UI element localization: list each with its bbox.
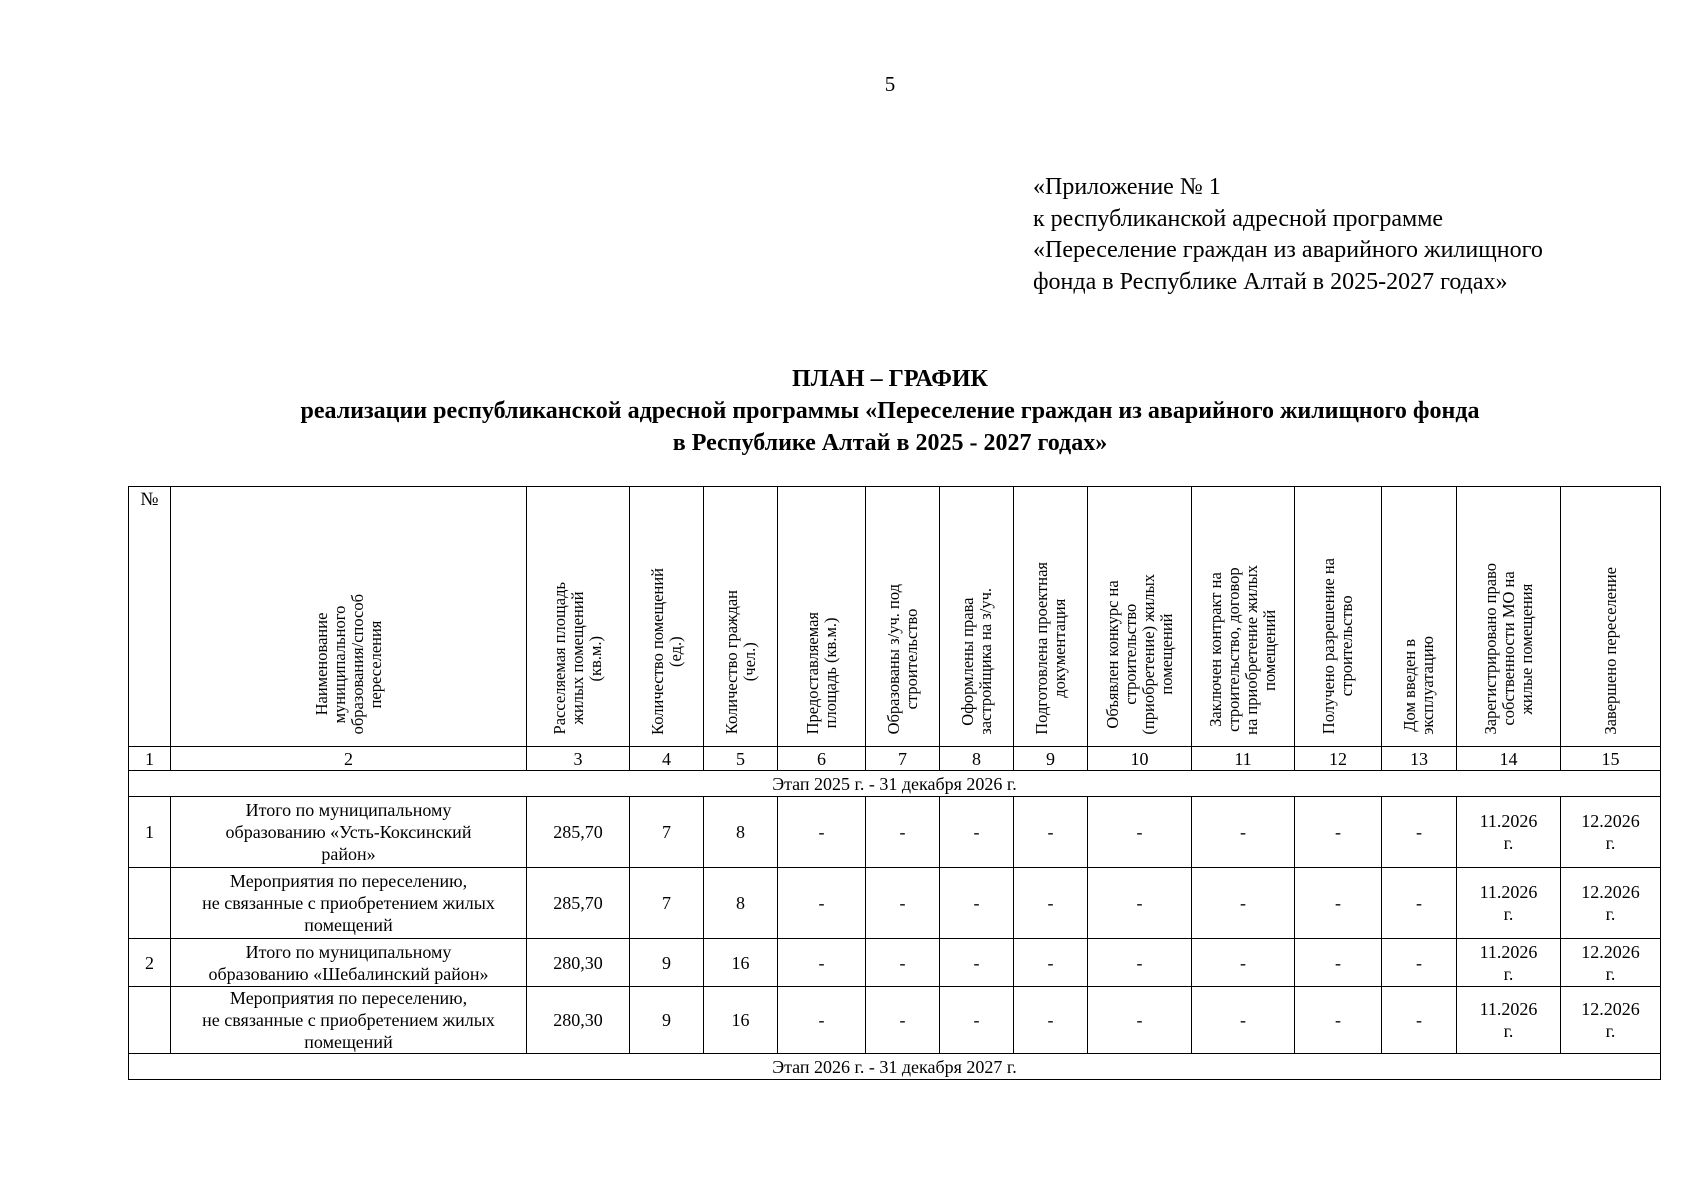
row-cell-c13: - — [1382, 939, 1457, 987]
row-cell-c6: - — [778, 868, 866, 939]
row-cell-c11: - — [1192, 939, 1295, 987]
header-label-line: Наименование — [311, 612, 331, 716]
header-label-line: Количество граждан — [721, 590, 741, 735]
row-cell-c10: - — [1088, 987, 1192, 1054]
header-label-line: помещений — [1156, 613, 1176, 695]
plan-title — [0, 363, 1697, 459]
header-label-line: документация — [1049, 598, 1069, 698]
header-label — [885, 584, 921, 734]
row-ownership-date — [1457, 797, 1561, 868]
header-label-line: помещений — [1260, 609, 1279, 691]
row-cell-c6: - — [778, 939, 866, 987]
header-label-line: строительство — [1120, 603, 1140, 705]
plan-title-heading: ПЛАН – ГРАФИК — [792, 366, 988, 392]
row-completed-date-line: г. — [1605, 904, 1616, 924]
appendix-note — [1033, 172, 1543, 298]
row-ownership-date — [1457, 987, 1561, 1054]
stage-row — [129, 1054, 1661, 1080]
appendix-line: фонда в Республике Алтай в 2025-2027 годах» — [1033, 268, 1508, 295]
header-label-line: застройщика на з/уч. — [975, 587, 995, 735]
column-number: 15 — [1561, 747, 1661, 771]
header-label-line: образования/способ — [347, 594, 367, 735]
row-cell-c12: - — [1295, 939, 1382, 987]
appendix-line: «Переселение граждан из аварийного жилищного — [1033, 237, 1543, 263]
column-number: 11 — [1192, 747, 1295, 771]
header-label-line: жилых помещений — [568, 591, 587, 725]
header-label-line: жилые помещения — [1516, 583, 1536, 715]
header-label — [1401, 636, 1437, 735]
row-cell-c8: - — [940, 797, 1014, 868]
row-cell-c7: - — [866, 868, 940, 939]
stage-row — [129, 771, 1661, 797]
stage-label: Этап 2025 г. - 31 декабря 2026 г. — [129, 771, 1661, 797]
header-label-line: Количество помещений — [647, 567, 667, 735]
header-provided-area — [778, 487, 866, 747]
row-name-line: район» — [321, 844, 376, 864]
column-number: 1 — [129, 747, 171, 771]
row-ownership-date-line: г. — [1503, 1021, 1514, 1041]
header-label-line: Объявлен конкурс на — [1102, 580, 1122, 729]
row-cell-c7: - — [866, 987, 940, 1054]
row-citizens: 8 — [704, 868, 778, 939]
header-label-line: собственности МО на — [1498, 571, 1518, 726]
row-name-line: Мероприятия по переселению, — [229, 988, 468, 1008]
header-label-line: Расселяемая площадь — [550, 582, 569, 735]
row-rooms: 9 — [630, 987, 704, 1054]
row-cell-c6: - — [778, 797, 866, 868]
row-name-line: не связанные с приобретением жилых — [202, 1010, 495, 1030]
header-label-line: (приобретение) жилых — [1138, 573, 1158, 735]
header-label-line: (кв.м.) — [586, 635, 605, 682]
column-number: 6 — [778, 747, 866, 771]
column-number: 5 — [704, 747, 778, 771]
header-label-line: Предоставляемая — [802, 612, 822, 735]
column-number: 10 — [1088, 747, 1192, 771]
row-area: 280,30 — [527, 987, 630, 1054]
row-cell-c12: - — [1295, 868, 1382, 939]
header-label-line: Оформлены права — [957, 597, 977, 726]
header-label — [804, 612, 840, 734]
column-number: 9 — [1014, 747, 1088, 771]
column-number-row — [129, 747, 1661, 771]
appendix-line: к республиканской адресной программе — [1033, 205, 1444, 232]
row-ownership-date-line: 11.2026 — [1479, 941, 1538, 962]
header-number: № — [129, 487, 171, 747]
header-label-line: Завершено переселение — [1600, 566, 1620, 735]
column-number: 7 — [866, 747, 940, 771]
header-label-line: Заключен контракт на — [1206, 572, 1225, 727]
header-label — [313, 594, 385, 734]
header-label-line: Получено разрешение на — [1319, 558, 1338, 735]
column-number: 13 — [1382, 747, 1457, 771]
column-number: 12 — [1295, 747, 1382, 771]
header-rooms — [630, 487, 704, 747]
row-rooms: 7 — [630, 868, 704, 939]
table-row — [129, 868, 1661, 939]
header-label — [1033, 562, 1069, 735]
row-cell-c8: - — [940, 939, 1014, 987]
column-number: 14 — [1457, 747, 1561, 771]
row-cell-c11: - — [1192, 987, 1295, 1054]
row-completed-date — [1561, 987, 1661, 1054]
row-number — [129, 987, 171, 1054]
header-label — [723, 590, 759, 734]
header-tender — [1088, 487, 1192, 747]
row-ownership-date-line: г. — [1503, 963, 1514, 984]
header-label-line: переселения — [365, 620, 385, 709]
header-permit — [1295, 487, 1382, 747]
row-ownership-date-line: 11.2026 — [1479, 882, 1538, 902]
table-row — [129, 939, 1661, 987]
row-completed-date — [1561, 939, 1661, 987]
row-ownership-date-line: 11.2026 — [1479, 999, 1538, 1019]
row-citizens: 16 — [704, 939, 778, 987]
row-completed-date-line: г. — [1605, 1021, 1616, 1041]
table-header-row — [129, 487, 1661, 747]
row-cell-c12: - — [1295, 987, 1382, 1054]
header-label — [649, 568, 685, 735]
header-land-formed — [866, 487, 940, 747]
row-number — [129, 868, 171, 939]
page-number: 5 — [884, 72, 896, 96]
column-number: 3 — [527, 747, 630, 771]
appendix-line: «Приложение № 1 — [1033, 174, 1221, 200]
row-cell-c10: - — [1088, 797, 1192, 868]
row-name-line: Мероприятия по переселению, — [229, 871, 468, 891]
row-cell-c9: - — [1014, 987, 1088, 1054]
header-label — [551, 582, 605, 734]
row-number: 1 — [129, 797, 171, 868]
column-number: 8 — [940, 747, 1014, 771]
row-cell-c8: - — [940, 868, 1014, 939]
header-label-line: (ед.) — [665, 635, 685, 667]
row-rooms: 9 — [630, 939, 704, 987]
row-cell-c10: - — [1088, 939, 1192, 987]
plan-title-subtitle: реализации республиканской адресной программы «Переселение граждан из аварийного жилищного фонда — [300, 398, 1480, 424]
column-number: 2 — [171, 747, 527, 771]
row-cell-c8: - — [940, 987, 1014, 1054]
row-completed-date-line: 12.2026 — [1581, 882, 1640, 902]
row-citizens: 8 — [704, 797, 778, 868]
stage-label: Этап 2026 г. - 31 декабря 2027 г. — [129, 1054, 1661, 1080]
header-label — [1482, 563, 1536, 735]
row-name — [171, 987, 527, 1054]
row-cell-c12: - — [1295, 797, 1382, 868]
header-label-line: эксплуатацию — [1418, 635, 1437, 735]
column-number: 4 — [630, 747, 704, 771]
row-cell-c11: - — [1192, 868, 1295, 939]
row-name — [171, 797, 527, 868]
row-completed-date — [1561, 868, 1661, 939]
header-label-line: Зарегистрировано право — [1480, 562, 1500, 735]
row-cell-c6: - — [778, 987, 866, 1054]
table-row — [129, 987, 1661, 1054]
row-cell-c11: - — [1192, 797, 1295, 868]
row-cell-c9: - — [1014, 868, 1088, 939]
header-ownership — [1457, 487, 1561, 747]
row-cell-c7: - — [866, 939, 940, 987]
header-area — [527, 487, 630, 747]
row-name-line: помещений — [304, 915, 393, 935]
header-label-line: Образованы з/уч. под — [883, 584, 903, 735]
header-label-line: строительство, договор — [1224, 567, 1243, 732]
header-label-line: строительство — [901, 608, 921, 710]
row-rooms: 7 — [630, 797, 704, 868]
row-citizens: 16 — [704, 987, 778, 1054]
row-name-line: образованию «Усть-Коксинский — [225, 822, 472, 842]
header-label — [1602, 567, 1620, 735]
row-cell-c13: - — [1382, 868, 1457, 939]
row-cell-c9: - — [1014, 797, 1088, 868]
header-label-line: (чел.) — [739, 642, 759, 682]
row-cell-c13: - — [1382, 987, 1457, 1054]
row-completed-date-line: 12.2026 — [1581, 811, 1640, 831]
header-label-line: муниципального — [329, 605, 349, 724]
header-label-line: площадь (кв.м.) — [820, 617, 840, 729]
row-area: 285,70 — [527, 797, 630, 868]
row-area: 280,30 — [527, 939, 630, 987]
header-contract — [1192, 487, 1295, 747]
header-label-line: Дом введен в — [1400, 638, 1419, 732]
header-label-line: строительство — [1337, 595, 1356, 697]
header-commissioned — [1382, 487, 1457, 747]
header-label — [1320, 558, 1356, 734]
row-area: 285,70 — [527, 868, 630, 939]
row-cell-c9: - — [1014, 939, 1088, 987]
schedule-table — [128, 486, 1661, 1080]
row-name-line: Итого по муниципальному — [245, 941, 452, 962]
row-completed-date — [1561, 797, 1661, 868]
row-ownership-date-line: г. — [1503, 904, 1514, 924]
header-label-line: на приобретение жилых — [1242, 564, 1261, 735]
header-developer-rights — [940, 487, 1014, 747]
header-citizens — [704, 487, 778, 747]
row-ownership-date — [1457, 868, 1561, 939]
header-label — [959, 588, 995, 735]
row-name-line: помещений — [304, 1032, 393, 1052]
row-name-line: Итого по муниципальному — [245, 800, 452, 820]
row-cell-c13: - — [1382, 797, 1457, 868]
row-name — [171, 939, 527, 987]
row-ownership-date-line: г. — [1503, 833, 1514, 853]
row-completed-date-line: 12.2026 — [1581, 941, 1640, 962]
row-ownership-date — [1457, 939, 1561, 987]
table-row — [129, 797, 1661, 868]
header-label — [1104, 574, 1176, 735]
row-cell-c7: - — [866, 797, 940, 868]
header-label — [1207, 565, 1279, 735]
row-number: 2 — [129, 939, 171, 987]
plan-title-subtitle-2: в Республике Алтай в 2025 - 2027 годах» — [672, 430, 1108, 456]
row-name — [171, 868, 527, 939]
row-cell-c10: - — [1088, 868, 1192, 939]
header-project-docs — [1014, 487, 1088, 747]
header-label-line: Подготовлена проектная — [1031, 561, 1051, 735]
row-completed-date-line: 12.2026 — [1581, 999, 1640, 1019]
header-completed — [1561, 487, 1661, 747]
row-name-line: не связанные с приобретением жилых — [202, 893, 495, 913]
row-completed-date-line: г. — [1605, 963, 1616, 984]
row-completed-date-line: г. — [1605, 833, 1616, 853]
row-ownership-date-line: 11.2026 — [1479, 811, 1538, 831]
row-name-line: образованию «Шебалинский район» — [208, 963, 489, 984]
header-name — [171, 487, 527, 747]
